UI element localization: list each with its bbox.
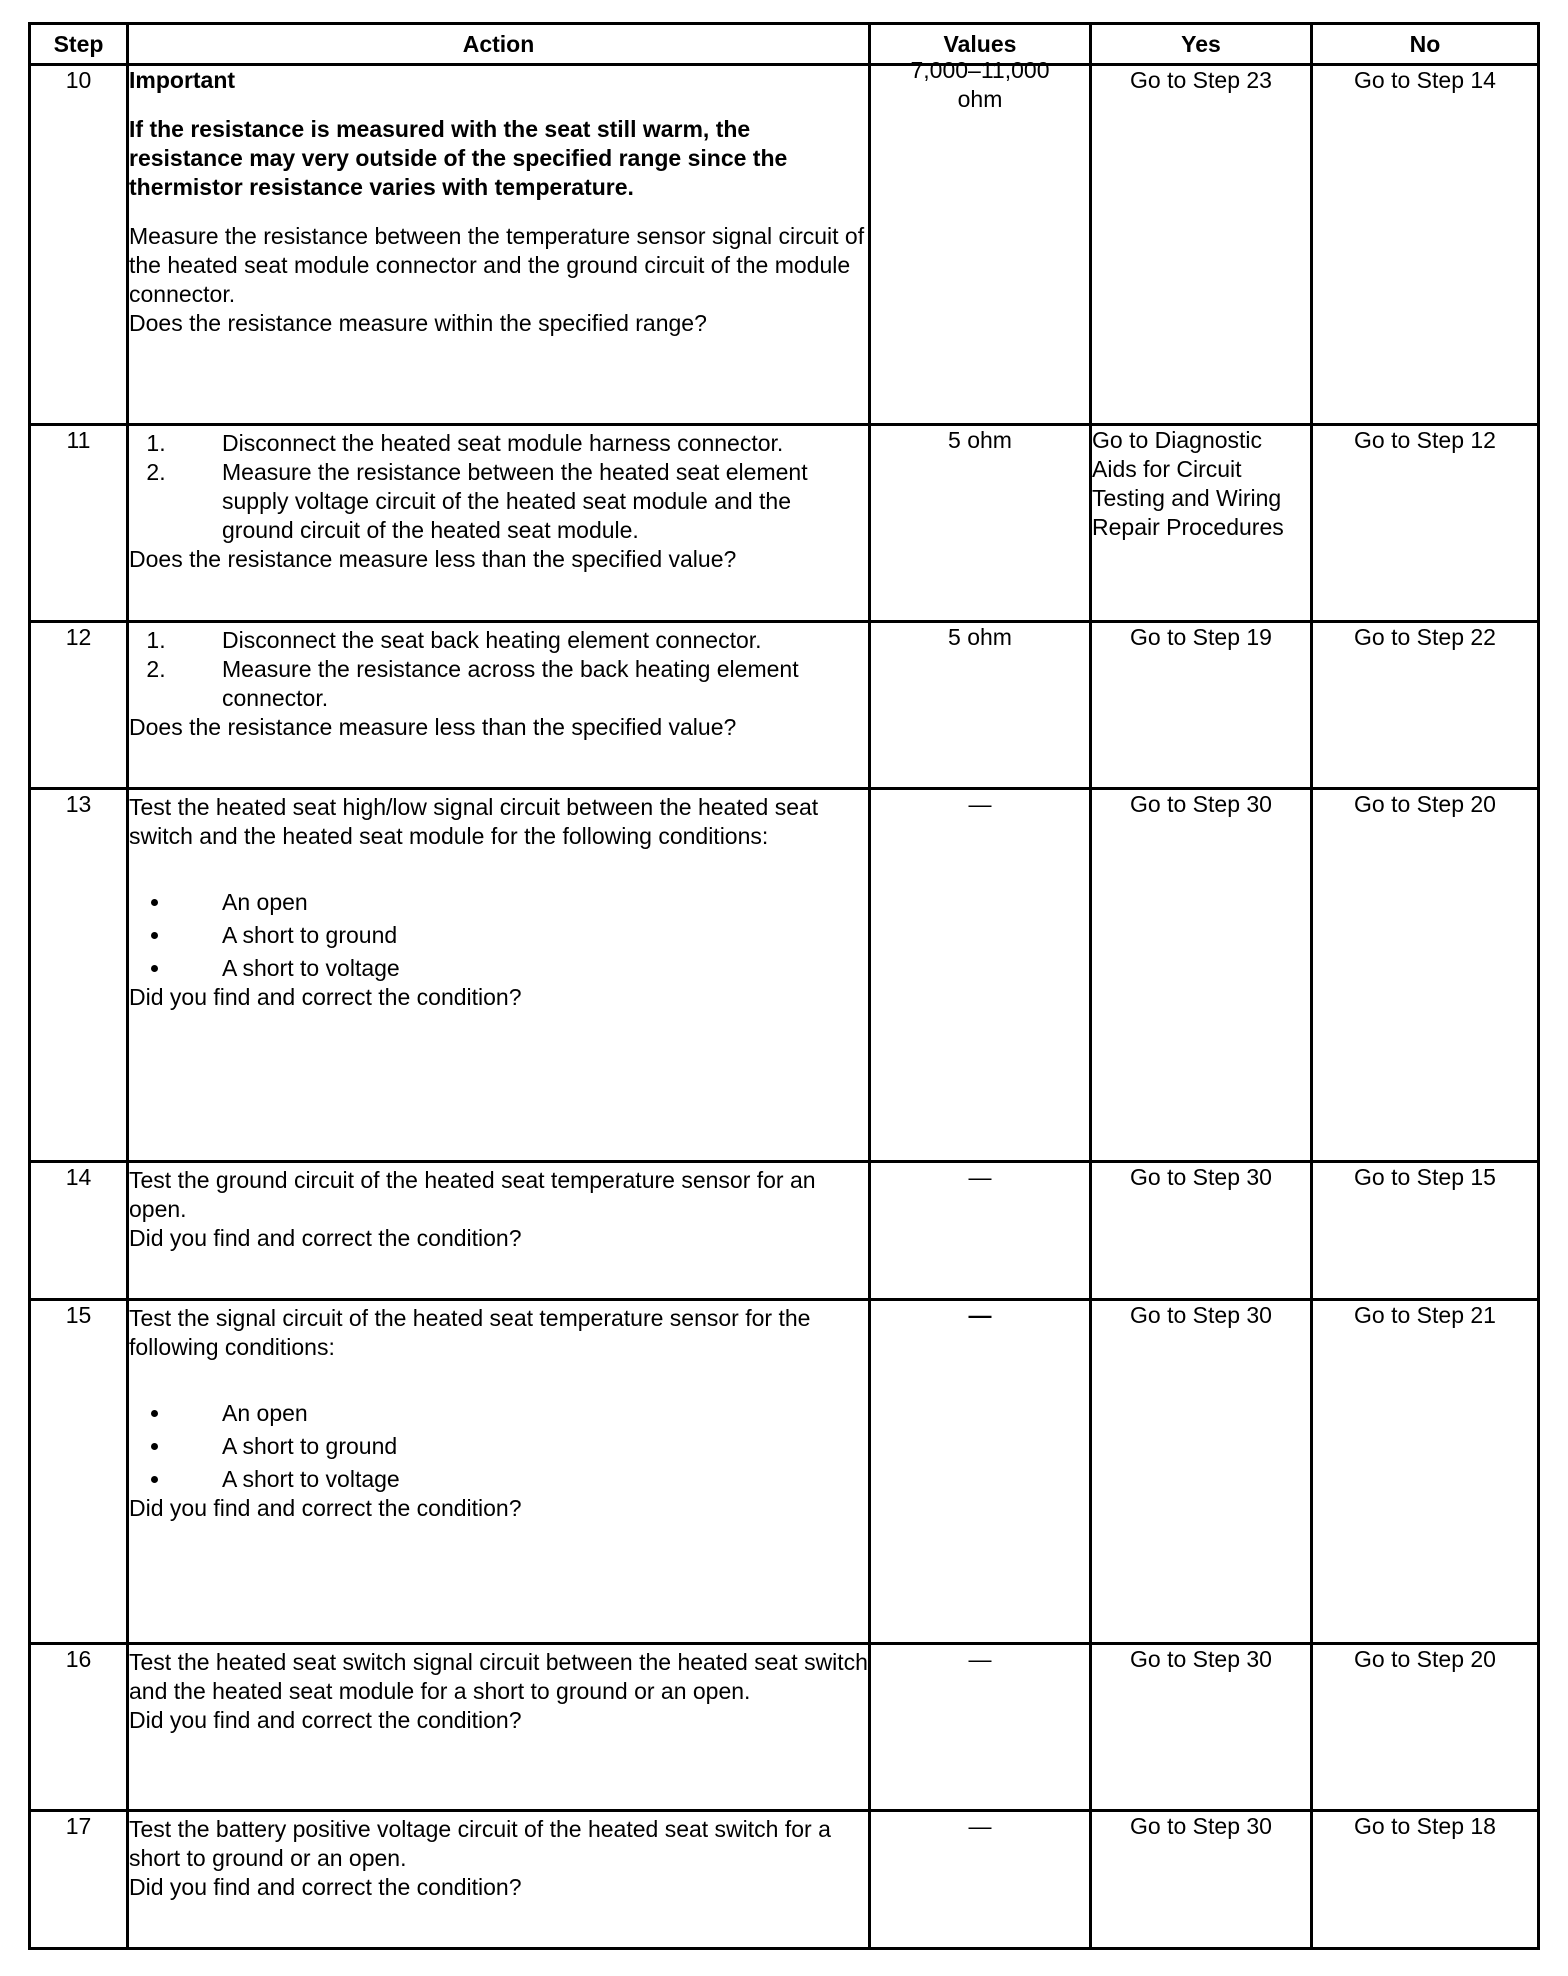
action-cell xyxy=(128,425,870,622)
yes-cell: Go to Step 30 xyxy=(1091,789,1312,1162)
value-cell: — xyxy=(870,1644,1091,1811)
action-cell xyxy=(128,1162,870,1300)
yes-cell: Go to Step 30 xyxy=(1091,1644,1312,1811)
header-row xyxy=(30,24,1539,65)
intro-text: Test the heated seat switch signal circuit between the heated seat switch and the heated seat module for a short to ground or an open. xyxy=(129,1649,868,1704)
intro-text: Test the heated seat high/low signal circuit between the heated seat switch and the heated seat module for the following conditions: xyxy=(129,794,819,849)
yes-cell: Go to Step 30 xyxy=(1091,1162,1312,1300)
step-number: 10 xyxy=(30,65,128,425)
no-cell: Go to Step 15 xyxy=(1312,1162,1539,1300)
numbered-list xyxy=(129,626,868,713)
list-item: • An open xyxy=(172,1399,868,1428)
list-item: 2. Measure the resistance across the back heating element connector. xyxy=(172,655,868,713)
question-text: Does the resistance measure within the specified range? xyxy=(129,310,707,336)
action-cell xyxy=(128,622,870,789)
question-text: Does the resistance measure less than the specified value? xyxy=(129,714,737,740)
instruction-text: Measure the resistance between the temperature sensor signal circuit of the heated seat module connector and the ground circuit of the module connector. xyxy=(129,223,865,307)
intro-text: Test the battery positive voltage circuit of the heated seat switch for a short to ground or an open. xyxy=(129,1816,831,1871)
value-cell: — xyxy=(870,1300,1091,1644)
yes-cell: Go to Step 30 xyxy=(1091,1300,1312,1644)
header-step: Step xyxy=(30,24,128,65)
action-cell xyxy=(128,789,870,1162)
value-text: 7,000–11,000 ohm xyxy=(910,57,1050,112)
step-number: 14 xyxy=(30,1162,128,1300)
intro-text: Test the signal circuit of the heated seat temperature sensor for the following conditions: xyxy=(129,1305,811,1360)
bullet-list xyxy=(129,1399,868,1494)
important-label: Important xyxy=(129,67,236,93)
action-cell xyxy=(128,1811,870,1949)
table-row xyxy=(30,1300,1539,1644)
header-action: Action xyxy=(128,24,870,65)
list-item: • A short to voltage xyxy=(172,954,868,983)
list-item: • An open xyxy=(172,888,868,917)
step-number: 12 xyxy=(30,622,128,789)
action-cell xyxy=(128,1644,870,1811)
list-item: 1. Disconnect the heated seat module harness connector. xyxy=(172,429,868,458)
step-number: 15 xyxy=(30,1300,128,1644)
question-text: Did you find and correct the condition? xyxy=(129,1874,522,1900)
question-text: Did you find and correct the condition? xyxy=(129,1225,522,1251)
table-row xyxy=(30,622,1539,789)
table-row xyxy=(30,65,1539,425)
value-cell xyxy=(870,57,1091,425)
yes-cell: Go to Diagnostic Aids for Circuit Testing and Wiring Repair Procedures xyxy=(1091,425,1312,622)
value-cell: — xyxy=(870,1811,1091,1949)
no-cell: Go to Step 20 xyxy=(1312,1644,1539,1811)
list-item: • A short to voltage xyxy=(172,1465,868,1494)
warning-text: If the resistance is measured with the seat still warm, the resistance may very outside of the specified range since the thermistor resistance varies with temperature. xyxy=(129,116,788,200)
list-item: 1. Disconnect the seat back heating element connector. xyxy=(172,626,868,655)
no-cell: Go to Step 20 xyxy=(1312,789,1539,1162)
no-cell: Go to Step 22 xyxy=(1312,622,1539,789)
step-number: 16 xyxy=(30,1644,128,1811)
value-cell: — xyxy=(870,789,1091,1162)
table-row xyxy=(30,425,1539,622)
no-cell: Go to Step 12 xyxy=(1312,425,1539,622)
action-cell xyxy=(128,65,870,425)
no-cell: Go to Step 14 xyxy=(1312,65,1539,425)
header-values: Values xyxy=(870,24,1091,65)
diagnostic-table xyxy=(28,22,1540,1950)
header-no: No xyxy=(1312,24,1539,65)
yes-cell: Go to Step 23 xyxy=(1091,65,1312,425)
yes-cell: Go to Step 30 xyxy=(1091,1811,1312,1949)
table-row xyxy=(30,1162,1539,1300)
value-cell: 5 ohm xyxy=(870,622,1091,789)
table-row xyxy=(30,1644,1539,1811)
question-text: Did you find and correct the condition? xyxy=(129,1707,522,1733)
no-cell: Go to Step 18 xyxy=(1312,1811,1539,1949)
table-row xyxy=(30,1811,1539,1949)
list-item: • A short to ground xyxy=(172,1432,868,1461)
intro-text: Test the ground circuit of the heated seat temperature sensor for an open. xyxy=(129,1167,816,1222)
list-item: 2. Measure the resistance between the heated seat element supply voltage circuit of the heated seat module and the ground circuit of the heated seat module. xyxy=(172,458,868,545)
numbered-list xyxy=(129,429,868,545)
question-text: Does the resistance measure less than the specified value? xyxy=(129,546,737,572)
bullet-list xyxy=(129,888,868,983)
header-yes: Yes xyxy=(1091,24,1312,65)
list-item: • A short to ground xyxy=(172,921,868,950)
question-text: Did you find and correct the condition? xyxy=(129,1495,522,1521)
step-number: 11 xyxy=(30,425,128,622)
action-cell xyxy=(128,1300,870,1644)
step-number: 13 xyxy=(30,789,128,1162)
no-cell: Go to Step 21 xyxy=(1312,1300,1539,1644)
question-text: Did you find and correct the condition? xyxy=(129,984,522,1010)
value-cell: 5 ohm xyxy=(870,425,1091,622)
yes-cell: Go to Step 19 xyxy=(1091,622,1312,789)
value-cell: — xyxy=(870,1162,1091,1300)
step-number: 17 xyxy=(30,1811,128,1949)
table-row xyxy=(30,789,1539,1162)
